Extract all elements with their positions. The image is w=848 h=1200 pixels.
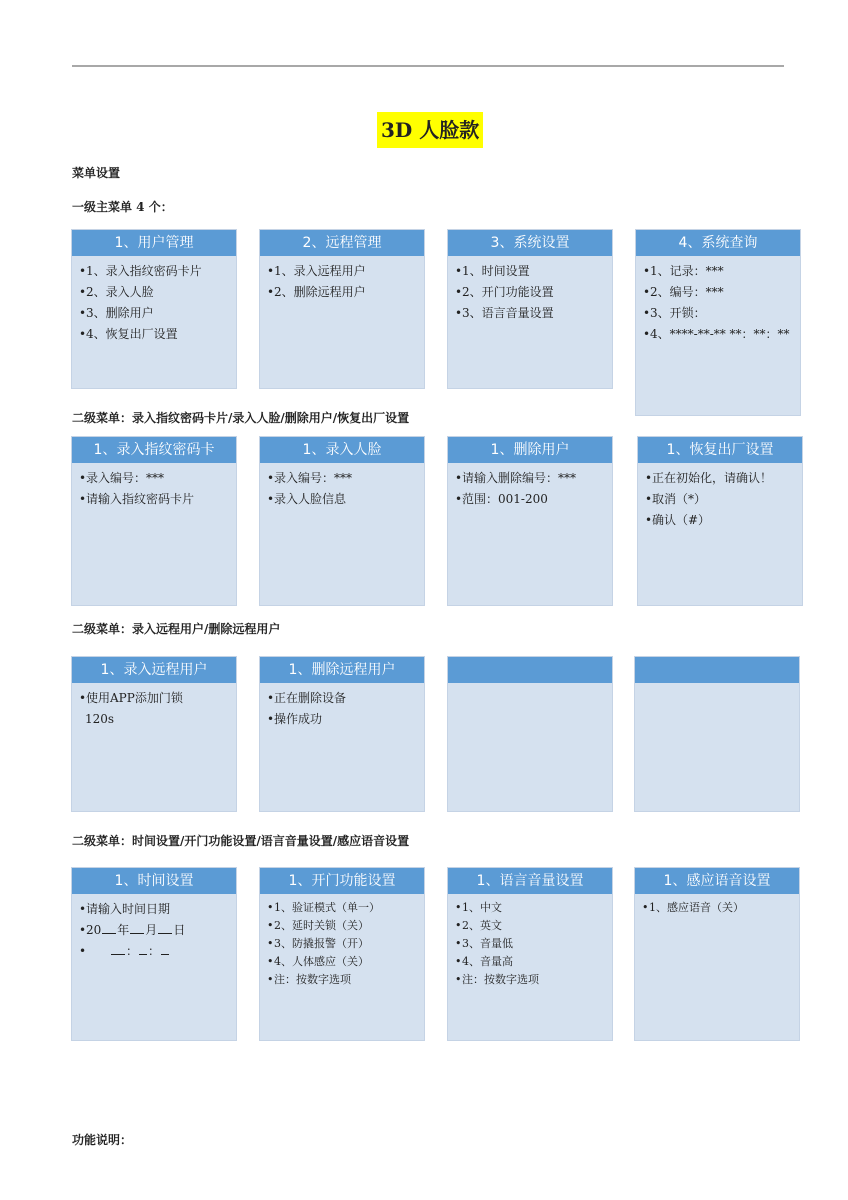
list-item: 120s (85, 712, 115, 726)
list-item: •请输入指纹密码卡片 (79, 492, 195, 506)
list-item: •正在初始化，请确认！ (645, 471, 773, 485)
card-header: 1、用户管理 (72, 230, 236, 256)
list-item: •1、录入远程用户 (267, 264, 366, 278)
card-header: 1、录入远程用户 (72, 657, 236, 683)
level2-heading-c: 二级菜单：时间设置/开门功能设置/语言音量设置/感应语音设置 (72, 834, 410, 848)
function-description-heading: 功能说明： (72, 1133, 133, 1147)
card-factory-reset (637, 436, 803, 606)
list-item: •2、删除远程用户 (267, 285, 366, 299)
card-header: 1、删除用户 (448, 437, 612, 463)
card-enroll-remote-user (71, 656, 237, 812)
list-item: •1、记录：*** (643, 264, 724, 278)
card-header: 2、远程管理 (260, 230, 424, 256)
card-remote-management (259, 229, 425, 389)
list-item: •范围：001-200 (455, 492, 548, 506)
list-item: •4、****-**-** **：**：** (643, 327, 790, 341)
list-item: •请输入时间日期 (79, 902, 171, 916)
list-item: •录入编号：*** (79, 471, 165, 485)
list-item: •取消（*） (645, 492, 707, 506)
list-item: •1、时间设置 (455, 264, 530, 278)
card-header: 1、删除远程用户 (260, 657, 424, 683)
list-item: •3、开锁： (643, 306, 706, 320)
level1-heading: 一级主菜单 4 个： (72, 200, 173, 214)
card-header: 1、开门功能设置 (260, 868, 424, 894)
list-item: •1、感应语音（关） (642, 901, 744, 914)
card-door-function-settings (259, 867, 425, 1041)
list-item: •4、恢复出厂设置 (79, 327, 178, 341)
list-item: •2、录入人脸 (79, 285, 154, 299)
card-language-volume-settings (447, 867, 613, 1041)
list-item: •录入编号：*** (267, 471, 353, 485)
card-header: 3、系统设置 (448, 230, 612, 256)
card-header: 1、时间设置 (72, 868, 236, 894)
level2-heading-a: 二级菜单：录入指纹密码卡片/录入人脸/删除用户/恢复出厂设置 (72, 411, 410, 425)
list-item: •确认（#） (645, 513, 711, 527)
list-item: •3、防撬报警（开） (267, 937, 369, 950)
list-item: •1、验证模式（单一） (267, 901, 380, 914)
card-empty-1 (447, 656, 613, 812)
card-time-settings (71, 867, 237, 1041)
card-system-query (635, 229, 801, 416)
card-header (448, 657, 612, 683)
card-delete-user (447, 436, 613, 606)
card-user-management (71, 229, 237, 389)
list-item: •1、中文 (455, 901, 502, 914)
list-item: •1、录入指纹密码卡片 (79, 264, 202, 278)
list-item: •录入人脸信息 (267, 492, 347, 506)
card-enroll-fingerprint (71, 436, 237, 606)
list-item: •2、英文 (455, 919, 502, 932)
card-header: 1、录入指纹密码卡 (72, 437, 236, 463)
list-item: •4、音量高 (455, 955, 513, 968)
card-empty-2 (634, 656, 800, 812)
list-item: •2、开门功能设置 (455, 285, 554, 299)
list-item: •3、音量低 (455, 937, 513, 950)
list-item: •正在删除设备 (267, 691, 347, 705)
time-line: • ： ： (79, 941, 232, 962)
date-line: •20 年 月 日 (79, 923, 186, 937)
page-title: 3D 人脸款 (377, 112, 483, 148)
card-header: 1、语言音量设置 (448, 868, 612, 894)
card-header: 4、系统查询 (636, 230, 800, 256)
card-system-settings (447, 229, 613, 389)
list-item: •注：按数字选项 (455, 973, 539, 986)
list-item: •3、删除用户 (79, 306, 154, 320)
list-item: •请输入删除编号：*** (455, 471, 577, 485)
menu-setup-heading: 菜单设置 (72, 166, 121, 180)
list-item: •操作成功 (267, 712, 323, 726)
top-rule (72, 65, 784, 67)
list-item: •4、人体感应（关） (267, 955, 369, 968)
card-enroll-face (259, 436, 425, 606)
list-item: •使用APP添加门锁 (79, 691, 183, 705)
card-header: 1、录入人脸 (260, 437, 424, 463)
list-item: •注：按数字选项 (267, 973, 351, 986)
card-sensor-voice-settings (634, 867, 800, 1041)
list-item: •2、延时关锁（关） (267, 919, 369, 932)
card-header: 1、恢复出厂设置 (638, 437, 802, 463)
card-header: 1、感应语音设置 (635, 868, 799, 894)
card-header (635, 657, 799, 683)
level2-heading-b: 二级菜单：录入远程用户/删除远程用户 (72, 622, 281, 636)
list-item: •2、编号：*** (643, 285, 724, 299)
card-delete-remote-user (259, 656, 425, 812)
list-item: •3、语言音量设置 (455, 306, 554, 320)
